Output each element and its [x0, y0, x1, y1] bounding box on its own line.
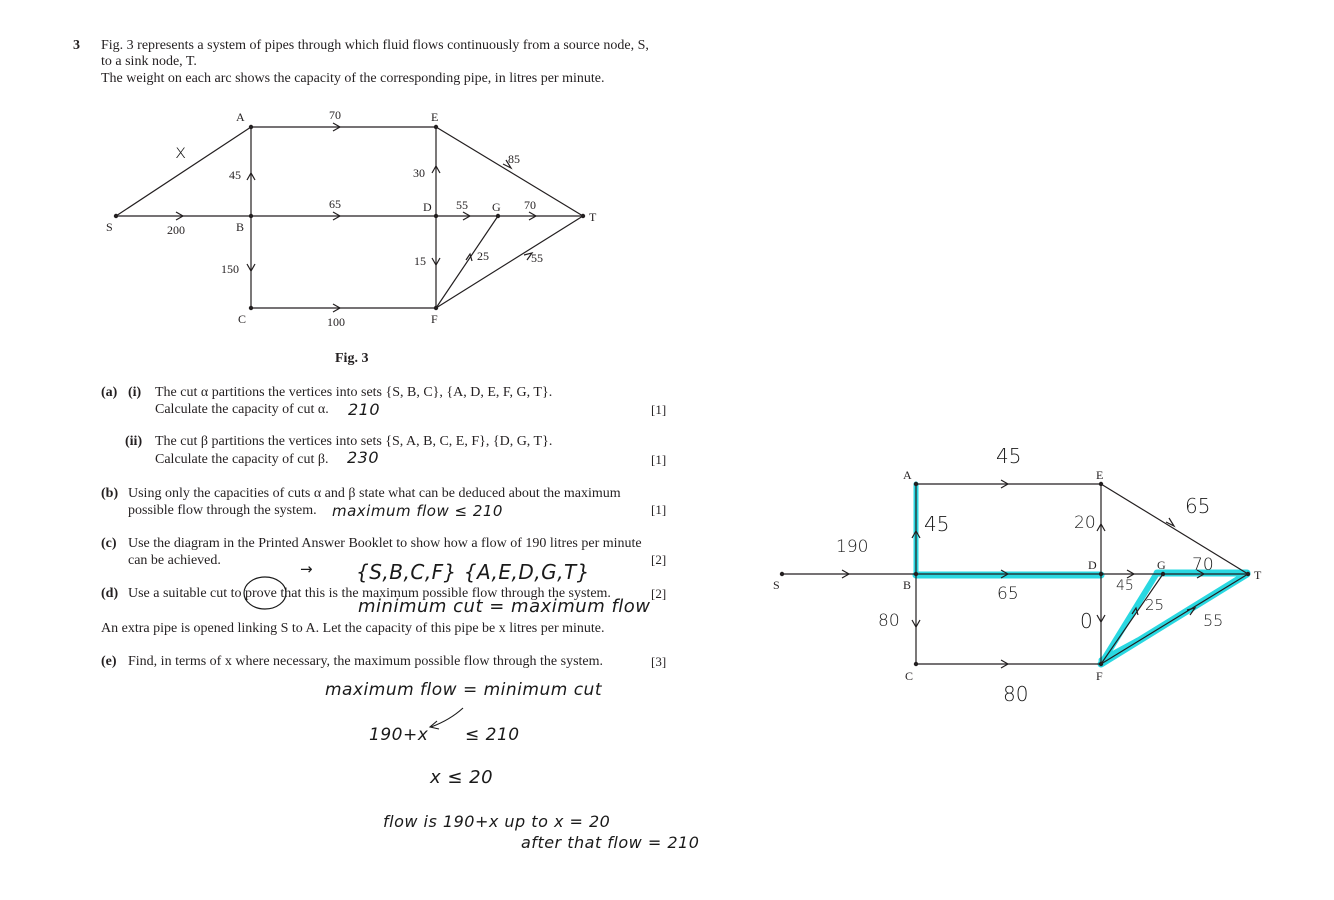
hw-e-line5: after that flow = 210: [521, 833, 700, 852]
weight-e-t: 85: [508, 152, 520, 166]
node-b: B: [236, 220, 245, 234]
node-d: D: [423, 200, 432, 214]
weight-b-c: 150: [221, 262, 239, 276]
hw-d-cut-sets: {S,B,C,F} {A,E,D,G,T}: [356, 560, 590, 584]
flow-a-e: 45: [996, 444, 1022, 468]
hw-e-line1: maximum flow = minimum cut: [325, 680, 602, 700]
part-ai-line1: The cut α partitions the vertices into sets {S, B, C}, {A, D, E, F, G, T}.: [155, 385, 553, 400]
weight-d-f: 15: [414, 254, 426, 268]
flow-d-e: 20: [1074, 513, 1096, 533]
node-a: A: [236, 110, 245, 124]
part-aii-line1: The cut β partitions the vertices into sets {S, A, B, C, E, F}, {D, G, T}.: [155, 434, 553, 449]
node-t: T: [589, 210, 597, 224]
weight-d-g: 55: [456, 198, 468, 212]
part-aii-label: (ii): [125, 434, 143, 449]
part-aii-mark: [1]: [651, 452, 667, 467]
part-b-mark: [1]: [651, 502, 667, 517]
hw-e-line4: flow is 190+x up to x = 20: [383, 812, 611, 831]
node-e: E: [431, 110, 439, 124]
part-d-line1: Use a suitable cut to prove that this is the maximum possible flow through the system.: [128, 586, 611, 601]
part-d-label: (d): [101, 586, 119, 601]
weight-b-d: 65: [329, 197, 341, 211]
question-number: 3: [73, 38, 80, 53]
ans-node-f: F: [1096, 669, 1103, 683]
ans-node-b: B: [903, 578, 912, 592]
part-b-line2: possible flow through the system.: [128, 503, 317, 518]
ans-node-c: C: [905, 669, 914, 683]
ans-node-g: G: [1157, 558, 1166, 572]
weight-f-t: 55: [531, 251, 543, 265]
flow-f-t: 55: [1203, 611, 1224, 630]
ans-node-e: E: [1096, 468, 1104, 482]
part-c-mark: [2]: [651, 552, 667, 567]
ans-node-t: T: [1254, 568, 1262, 582]
part-c-line2: can be achieved.: [128, 553, 221, 568]
part-e-label: (e): [101, 654, 117, 669]
part-d-mark: [2]: [651, 586, 667, 601]
part-ai-label: (i): [128, 385, 142, 400]
node-f: F: [431, 312, 438, 326]
hw-e-line2b: ≤ 210: [465, 725, 520, 745]
node-g: G: [492, 200, 501, 214]
ans-node-s: S: [773, 578, 780, 592]
part-e-mark: [3]: [651, 654, 667, 669]
flow-b-d: 65: [997, 584, 1019, 604]
part-ai-mark: [1]: [651, 402, 667, 417]
flow-d-f: 0: [1080, 609, 1093, 633]
hw-d-note: minimum cut = maximum flow: [358, 596, 651, 617]
hw-aii-answer: 230: [347, 448, 380, 467]
ans-edge-e-t: [1101, 484, 1248, 574]
weight-f-g: 25: [477, 249, 489, 263]
weight-a-e: 70: [329, 108, 341, 122]
weight-b-a: 45: [229, 168, 241, 182]
ans-node-a: A: [903, 468, 912, 482]
weight-c-f: 100: [327, 315, 345, 329]
part-c-label: (c): [101, 536, 117, 551]
flow-g-t: 70: [1192, 555, 1214, 575]
intro-line-1: Fig. 3 represents a system of pipes through which fluid flows continuously from a source node, S,: [101, 38, 649, 53]
hw-b-answer: maximum flow ≤ 210: [332, 502, 503, 520]
flow-b-c: 80: [878, 611, 900, 631]
part-a-label: (a): [101, 385, 118, 400]
intro-line-3: The weight on each arc shows the capacity of the corresponding pipe, in litres per minute.: [101, 71, 605, 86]
flow-e-t: 65: [1185, 494, 1211, 518]
intro-line-2: to a sink node, T.: [101, 54, 197, 69]
hw-e-line2a: 190+x: [369, 725, 429, 745]
extra-pipe-line: An extra pipe is opened linking S to A. Let the capacity of this pipe be x litres per minute.: [101, 621, 605, 636]
flow-s-b: 190: [836, 537, 869, 557]
part-b-line1: Using only the capacities of cuts α and β state what can be deduced about the maximum: [128, 486, 621, 501]
node-s: S: [106, 220, 113, 234]
hw-ai-answer: 210: [348, 400, 381, 419]
weight-s-b: 200: [167, 223, 185, 237]
flow-b-a: 45: [924, 512, 950, 536]
figure-caption: Fig. 3: [335, 351, 369, 366]
part-b-label: (b): [101, 486, 119, 501]
hw-arrow: →: [300, 560, 314, 578]
ans-node-d: D: [1088, 558, 1097, 572]
flow-d-g: 45: [1116, 578, 1134, 594]
part-ai-line2: Calculate the capacity of cut α.: [155, 402, 329, 417]
part-c-line1: Use the diagram in the Printed Answer Booklet to show how a flow of 190 litres per minute: [128, 536, 642, 551]
weight-g-t: 70: [524, 198, 536, 212]
weight-d-e: 30: [413, 166, 425, 180]
flow-c-f: 80: [1003, 682, 1029, 706]
flow-f-g: 25: [1145, 596, 1165, 614]
weight-s-a: x: [175, 141, 187, 163]
part-aii-line2: Calculate the capacity of cut β.: [155, 452, 329, 467]
hw-e-line3: x ≤ 20: [430, 767, 494, 788]
part-e-line1: Find, in terms of x where necessary, the maximum possible flow through the system.: [128, 654, 604, 669]
node-c: C: [238, 312, 247, 326]
